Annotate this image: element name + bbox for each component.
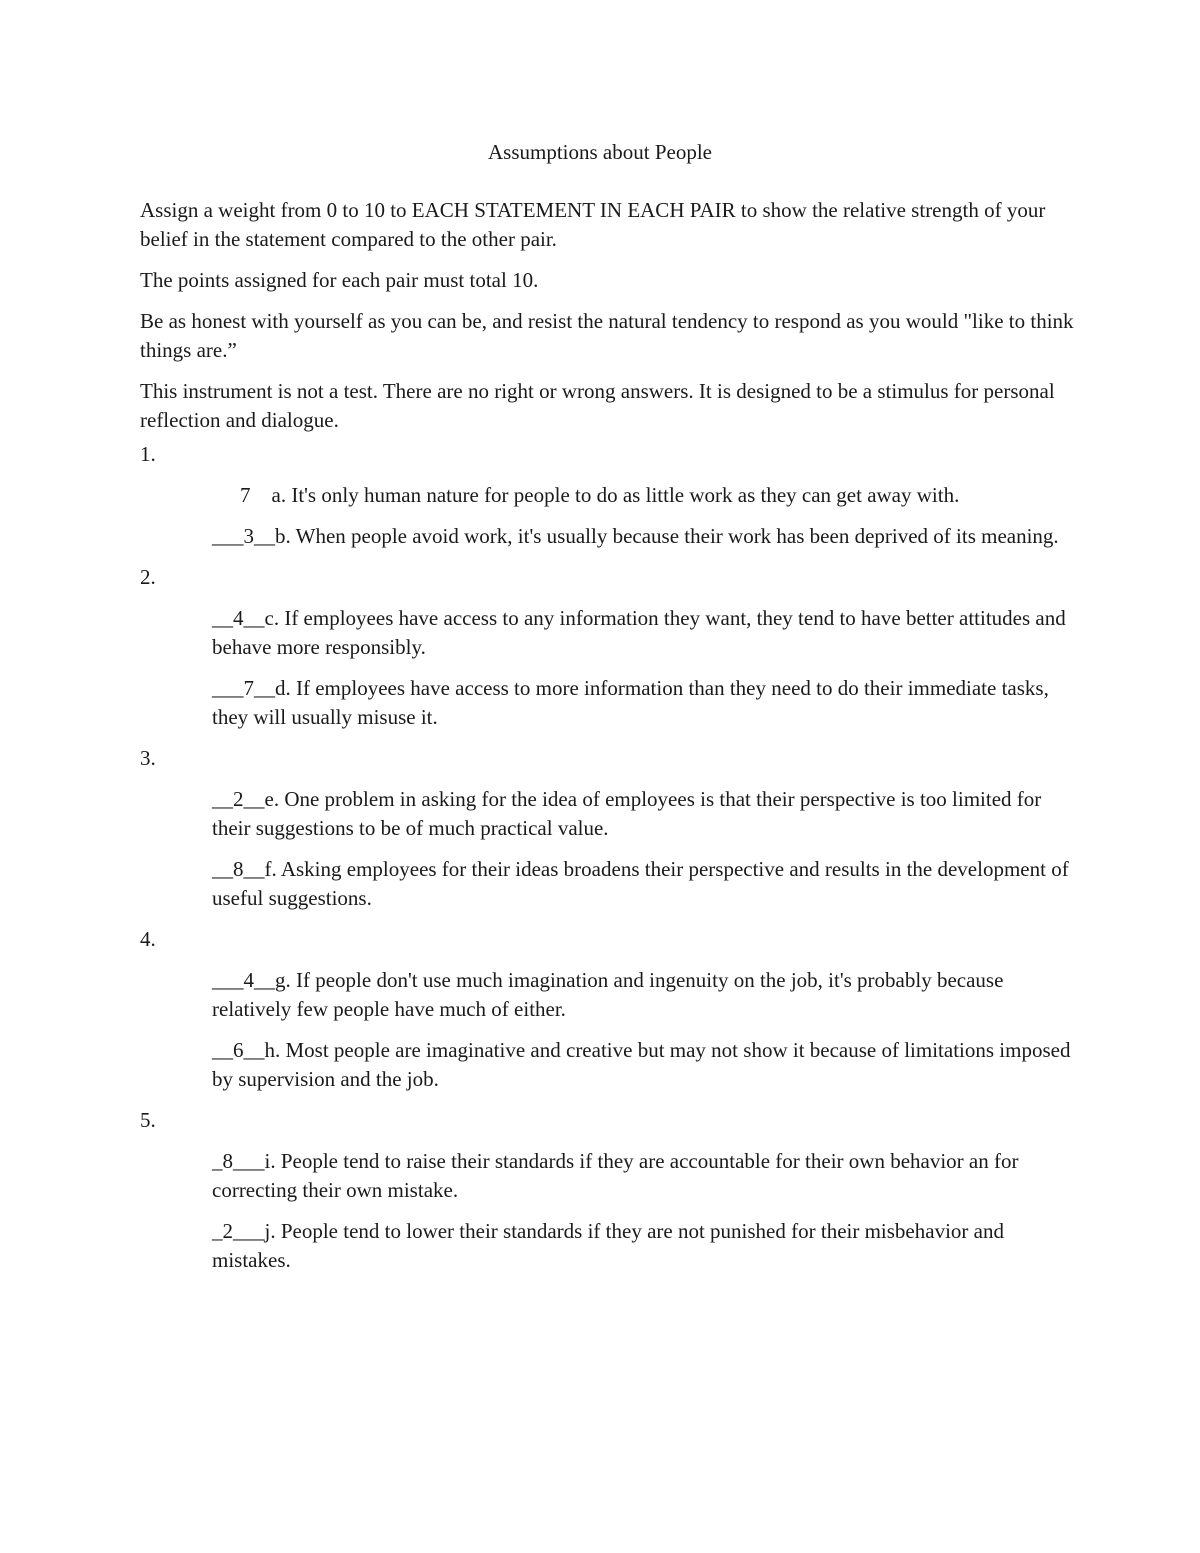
statement-item xyxy=(212,785,1072,843)
statement-text: j. People tend to lower their standards if they are not punished for their misbehavior and mistakes. xyxy=(212,1219,1004,1272)
instruction-paragraph: Be as honest with yourself as you can be, and resist the natural tendency to respond as you would "like to think things are.” xyxy=(140,309,1074,362)
weight-answer: 7 xyxy=(240,483,272,507)
statement-item xyxy=(212,674,1072,732)
statement-text: c. If employees have access to any information they want, they tend to have better attitudes and behave more responsibly. xyxy=(212,606,1066,659)
statement-text: h. Most people are imaginative and creative but may not show it because of limitations imposed by supervision and the job. xyxy=(212,1038,1071,1091)
instruction-paragraph: Assign a weight from 0 to 10 to EACH STATEMENT IN EACH PAIR to show the relative strength of your belief in the statement compared to the other pair. xyxy=(140,198,1046,251)
question-number: 1. xyxy=(140,442,156,466)
question-list xyxy=(140,440,1080,1287)
question-number: 2. xyxy=(140,565,156,589)
instructions xyxy=(140,196,1080,447)
question-number: 3. xyxy=(140,746,156,770)
weight-answer: _2___ xyxy=(212,1219,265,1243)
weight-answer: __8__ xyxy=(212,857,265,881)
statement-text: g. If people don't use much imagination and ingenuity on the job, it's probably because relatively few people have much of either. xyxy=(212,968,1004,1021)
statement-text: d. If employees have access to more information than they need to do their immediate tasks, they will usually misuse it. xyxy=(212,676,1049,729)
statement-item xyxy=(212,1147,1072,1205)
statement-text: i. People tend to raise their standards if they are accountable for their own behavior an for correcting their own mistake. xyxy=(212,1149,1019,1202)
statement-item xyxy=(212,966,1072,1024)
statement-item xyxy=(212,1217,1072,1275)
question-number: 4. xyxy=(140,927,156,951)
statement-item xyxy=(212,604,1072,662)
question-4 xyxy=(140,925,1080,1094)
weight-answer: ___7__ xyxy=(212,676,275,700)
weight-answer: __6__ xyxy=(212,1038,265,1062)
statement-item xyxy=(212,855,1072,913)
question-3 xyxy=(140,744,1080,913)
question-5 xyxy=(140,1106,1080,1275)
statement-text: f. Asking employees for their ideas broadens their perspective and results in the development of useful suggestions. xyxy=(212,857,1069,910)
instruction-paragraph: The points assigned for each pair must total 10. xyxy=(140,268,539,292)
statement-text: a. It's only human nature for people to do as little work as they can get away with. xyxy=(271,483,960,507)
question-number: 5. xyxy=(140,1108,156,1132)
weight-answer: ___4__ xyxy=(212,968,275,992)
weight-answer: ___3__ xyxy=(212,524,275,548)
statement-text: e. One problem in asking for the idea of employees is that their perspective is too limited for their suggestions to be of much practical value. xyxy=(212,787,1042,840)
weight-answer: _8___ xyxy=(212,1149,265,1173)
statement-item xyxy=(212,522,1072,551)
statement-item xyxy=(212,481,1072,510)
question-2 xyxy=(140,563,1080,732)
statement-text: b. When people avoid work, it's usually because their work has been deprived of its meaning. xyxy=(275,524,1059,548)
statement-item xyxy=(212,1036,1072,1094)
document-title: Assumptions about People xyxy=(488,140,712,164)
weight-answer: __2__ xyxy=(212,787,265,811)
question-1 xyxy=(140,440,1080,551)
instruction-paragraph: This instrument is not a test. There are no right or wrong answers. It is designed to be a stimulus for personal reflection and dialogue. xyxy=(140,379,1055,432)
weight-answer: __4__ xyxy=(212,606,265,630)
